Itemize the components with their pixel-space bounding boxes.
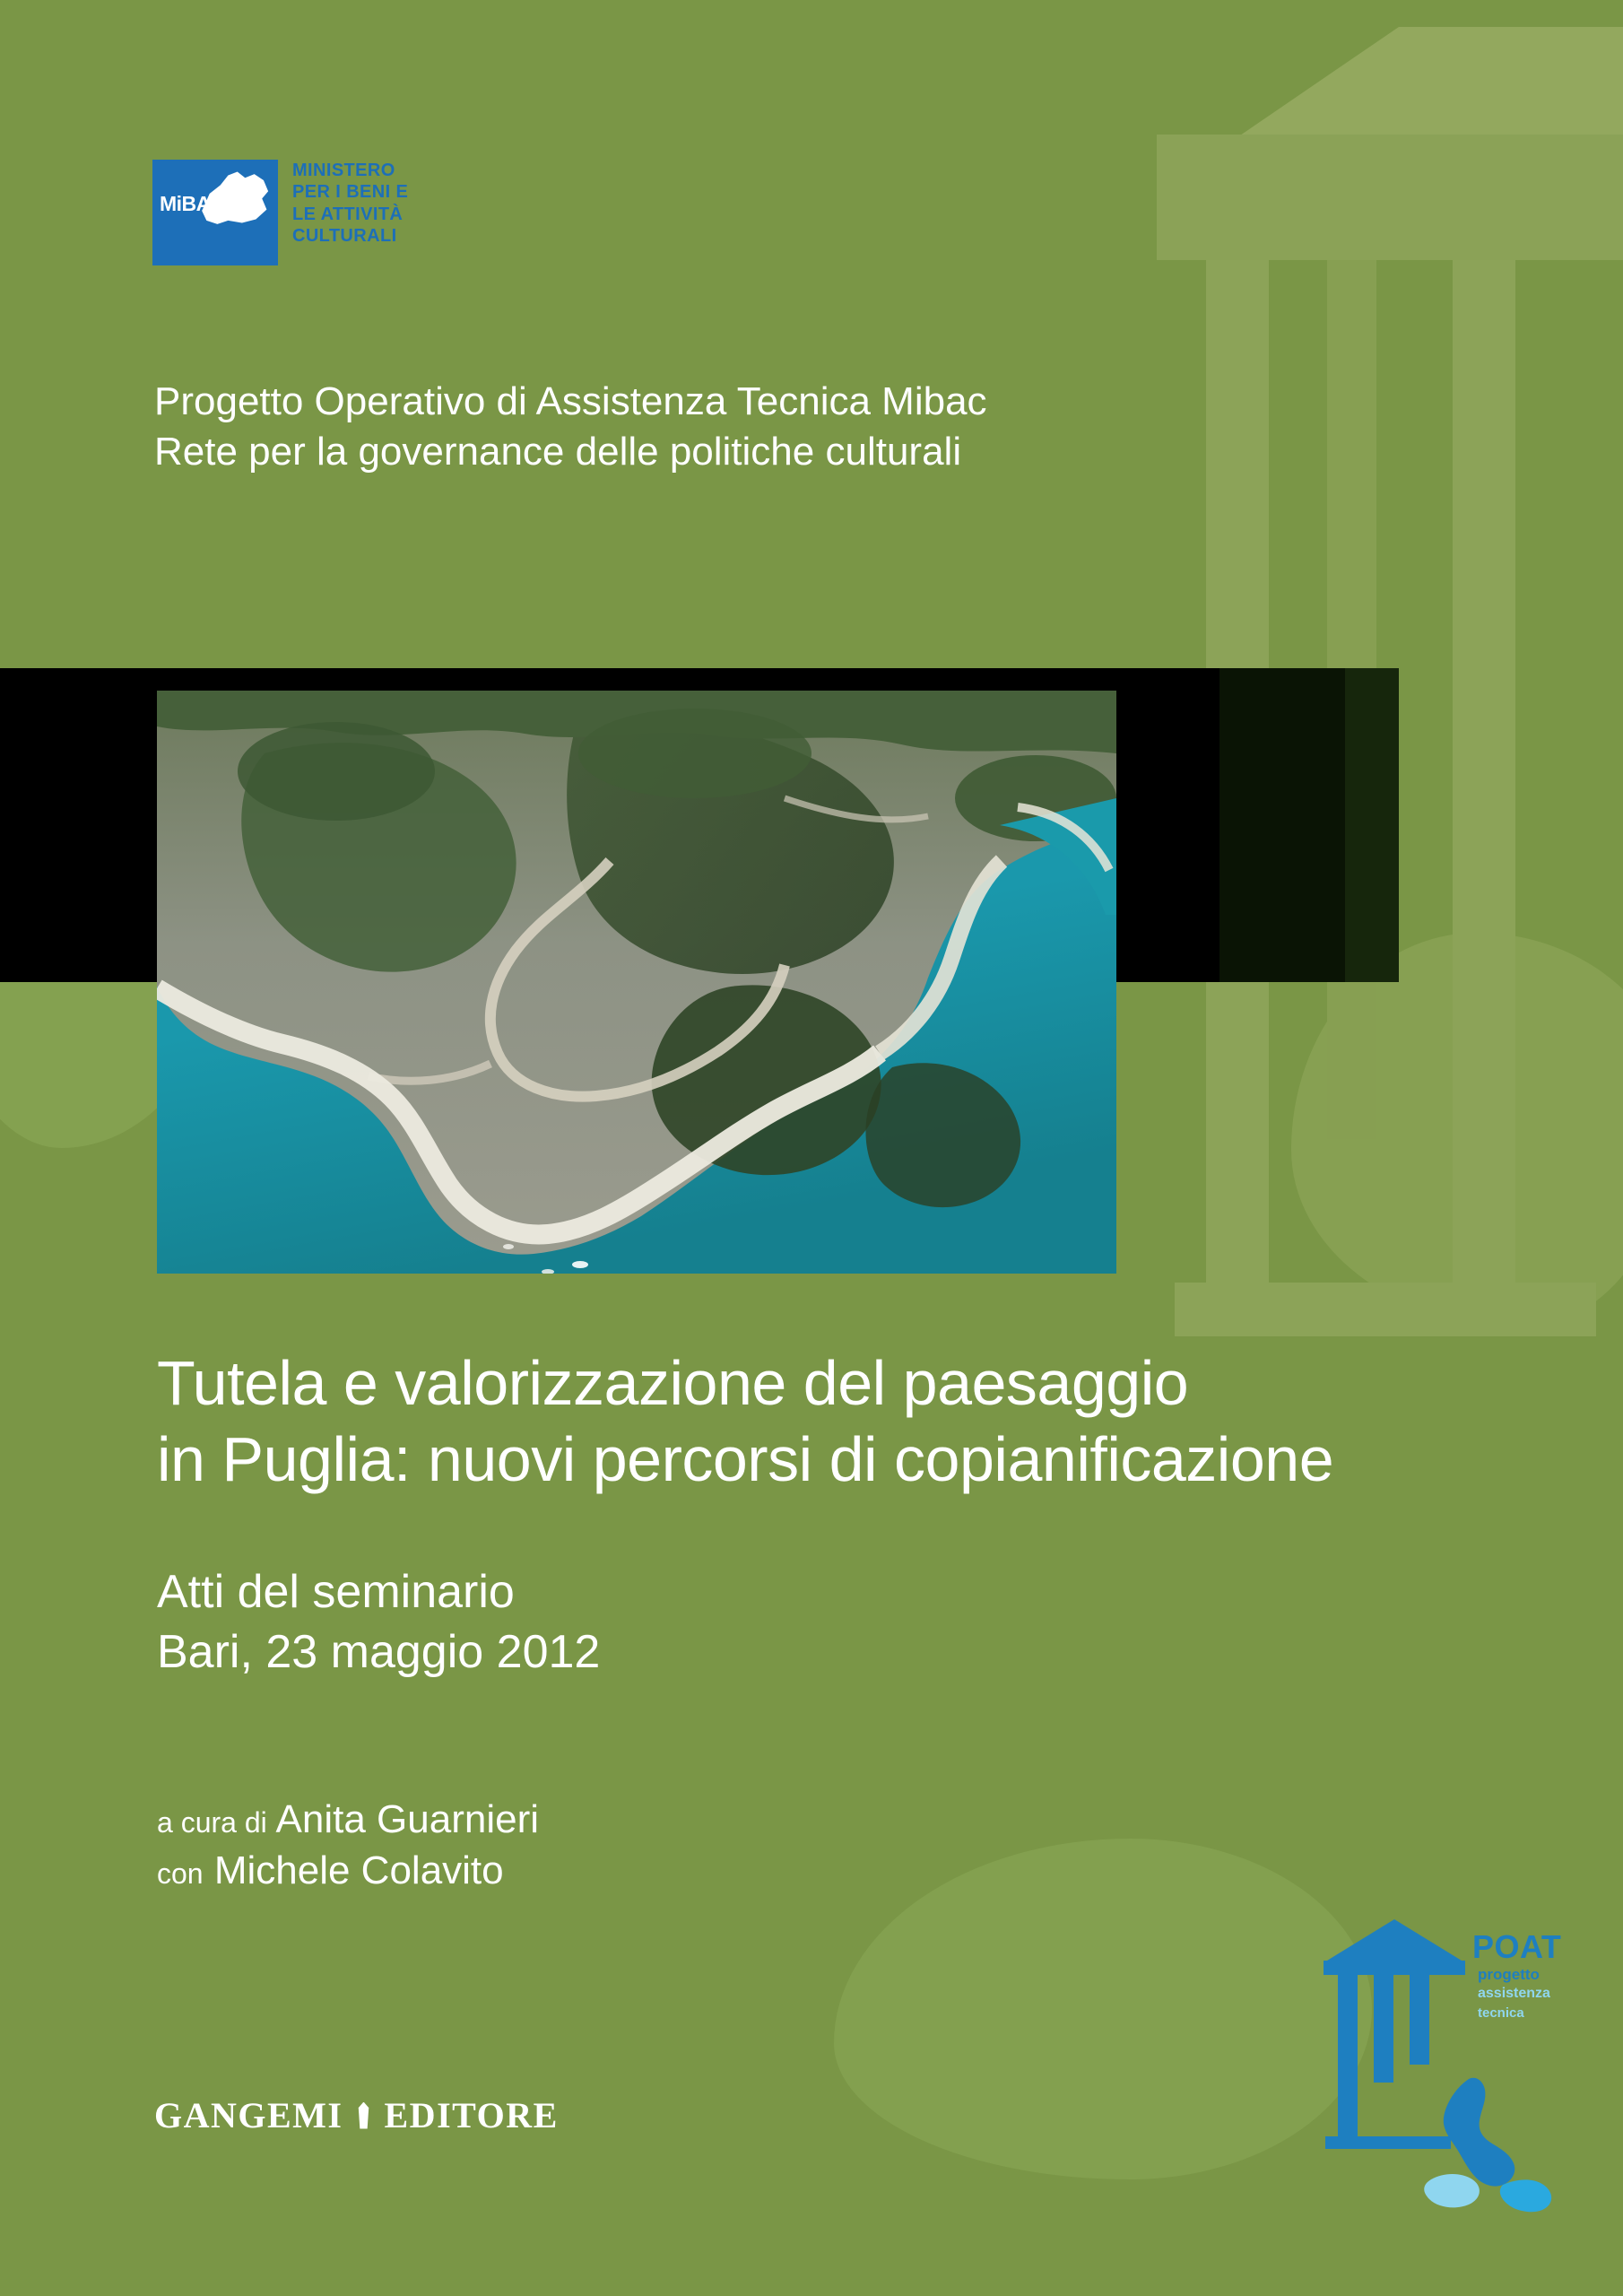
poat-temple-column-2 [1374,1975,1393,2083]
editor-prefix: a cura di [157,1806,267,1839]
poat-logo [1318,1919,1569,2197]
poat-title: POAT [1472,1928,1562,1965]
publisher-mark-icon [352,2102,376,2129]
cover-photo [157,691,1116,1274]
project-heading [154,377,987,478]
editor-line-2 [157,1845,539,1896]
poat-temple-roof-icon [1327,1919,1462,1961]
poat-subtitle-3: tecnica [1478,2005,1524,2021]
italy-map-icon [1417,2072,1578,2215]
subtitle-line-1: Atti del seminario [157,1566,515,1618]
poat-subtitle-1: progetto [1478,1966,1540,1983]
decorative-temple-arch [1157,135,1623,260]
project-line-2: Rete per la governance delle politiche culturali [154,430,962,474]
editor-name-1: Anita Guarnieri [275,1797,540,1841]
cover-photo-artwork [157,691,1116,1274]
mibac-line-1: MINISTERO [292,161,395,180]
mibac-line-3: LE ATTIVITÀ [292,204,404,224]
book-title [157,1345,1556,1499]
book-title-line-1: Tutela e valorizzazione del paesaggio [157,1348,1189,1418]
mibac-line-4: CULTURALI [292,226,397,247]
editor-with: con [157,1857,204,1891]
publisher-name-part-2: EDITORE [384,2095,559,2135]
poat-temple-lintel [1324,1961,1465,1975]
mibac-ministry-name [292,160,408,248]
book-subtitle [157,1562,600,1682]
mibac-logo-mark [152,160,278,265]
decorative-blob-bottom [834,1839,1372,2179]
poat-temple-column-1 [1338,1975,1358,2136]
mibac-line-2: PER I BENI E [292,182,409,203]
decorative-base-bar [1175,1283,1596,1336]
publisher-name-part-1: GANGEMI [154,2095,343,2135]
editor-line-1 [157,1794,539,1845]
poat-temple-column-3 [1410,1975,1429,2065]
book-title-line-2: in Puglia: nuovi percorsi di copianificazione [157,1424,1334,1495]
editor-name-2: Michele Colavito [213,1848,504,1893]
decorative-column-right [1453,260,1515,1318]
publisher-logo [154,2094,559,2136]
mibac-logo [152,160,408,265]
project-line-1: Progetto Operativo di Assistenza Tecnica Mibac [154,379,987,423]
decorative-dark-band-tertiary [1345,668,1399,982]
editors-credit [157,1794,539,1896]
subtitle-line-2: Bari, 23 maggio 2012 [157,1625,601,1678]
decorative-temple-roof [1112,27,1623,152]
decorative-dark-band-secondary [1219,668,1345,982]
poat-subtitle-2: assistenza [1478,1986,1550,2001]
mibac-acronym: MiBAC [160,192,225,215]
